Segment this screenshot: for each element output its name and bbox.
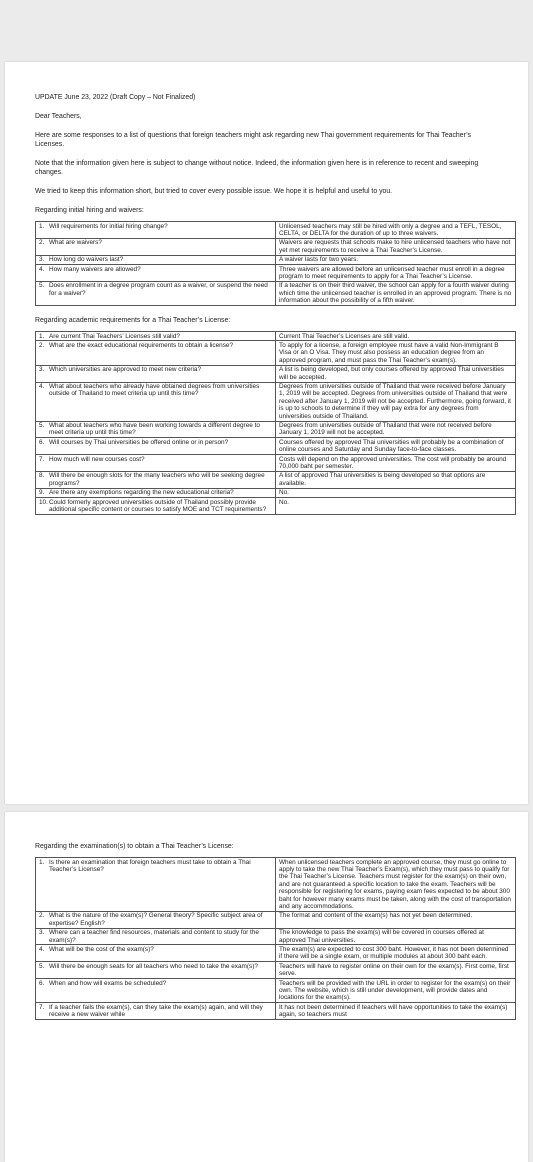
answer-cell: Three waivers are allowed before an unlicensed teacher must enroll in a degree program to meet requirements to apply for a Thai Teacher’s License. bbox=[276, 265, 516, 282]
question-number: 5. bbox=[39, 422, 45, 430]
question-number: 2. bbox=[39, 341, 45, 349]
question-cell bbox=[36, 1003, 276, 1020]
question-cell bbox=[36, 222, 276, 239]
answer-cell: No. bbox=[276, 498, 516, 515]
question-text: Will there be enough seats for all teachers who need to take the exam(s)? bbox=[49, 962, 258, 970]
answer-cell: A list is being developed, but only courses offered by approved Thai universities will be accepted. bbox=[276, 365, 516, 382]
question-line bbox=[39, 342, 272, 349]
table-row bbox=[36, 858, 516, 912]
question-cell bbox=[36, 928, 276, 945]
question-text: Could formerly approved universities outside of Thailand possibly provide additional specific content or courses to satisfy MOE and TCT requirements? bbox=[49, 498, 267, 514]
question-number: 2. bbox=[39, 912, 45, 920]
question-text: What about teachers who have been working towards a different degree to meet criteria up until this time? bbox=[49, 422, 260, 437]
question-line bbox=[39, 472, 272, 487]
question-line bbox=[39, 912, 272, 927]
table-examinations bbox=[35, 857, 516, 1020]
question-line bbox=[39, 980, 272, 987]
table-row bbox=[36, 962, 516, 979]
table-academic-requirements bbox=[35, 331, 516, 515]
question-number: 7. bbox=[39, 455, 45, 463]
question-line bbox=[39, 282, 272, 297]
question-number: 3. bbox=[39, 256, 45, 264]
question-cell bbox=[36, 455, 276, 472]
table-row bbox=[36, 945, 516, 962]
question-line bbox=[39, 366, 272, 373]
question-text: What about teachers who already have obtained degrees from universities outside of Thailand to meet criteria up until this time? bbox=[49, 383, 260, 398]
document-page-1 bbox=[5, 62, 528, 804]
question-line bbox=[39, 383, 272, 398]
page-1-content bbox=[35, 93, 512, 525]
answer-cell: Teachers will be provided with the URL in order to register for the exam(s) on their own. The website, which is still under development, will provide dates and locations for the exam(s). bbox=[276, 979, 516, 1003]
table-row bbox=[36, 455, 516, 472]
question-number: 5. bbox=[39, 962, 45, 970]
question-text: Which universities are approved to meet new criteria? bbox=[49, 366, 202, 374]
answer-cell: Costs will depend on the approved universities. The cost will probably be around 70,000 baht per semester. bbox=[276, 455, 516, 472]
disclaimer-paragraph: Note that the information given here is subject to change without notice. Indeed, the information given here is in reference to recent and sweeping changes. bbox=[35, 160, 479, 176]
table-row bbox=[36, 488, 516, 497]
question-cell bbox=[36, 281, 276, 305]
question-line bbox=[39, 239, 272, 246]
question-line bbox=[39, 256, 272, 263]
table-row bbox=[36, 332, 516, 341]
answer-cell: The format and content of the exam(s) has not yet been determined. bbox=[276, 911, 516, 928]
answer-cell: Teachers will have to register online on their own for the exam(s). First come, first serve. bbox=[276, 962, 516, 979]
question-text: Will there be enough slots for the many teachers who will be seeking degree programs? bbox=[49, 472, 265, 487]
answer-cell: Waivers are requests that schools make to hire unlicensed teachers who have not yet met requirements to receive a Thai Teacher’s License. bbox=[276, 238, 516, 255]
question-cell bbox=[36, 979, 276, 1003]
table-row bbox=[36, 341, 516, 365]
table-hiring-waivers bbox=[35, 221, 516, 306]
question-number: 7. bbox=[39, 1003, 45, 1011]
question-number: 3. bbox=[39, 366, 45, 374]
section-title-academic-requirements: Regarding academic requirements for a Thai Teacher’s License: bbox=[35, 317, 231, 325]
question-text: Does enrollment in a degree program count as a waiver, or suspend the need for a waiver? bbox=[49, 282, 268, 297]
question-text: What are waivers? bbox=[49, 239, 102, 247]
question-cell bbox=[36, 421, 276, 438]
answer-cell: If a teacher is on their third waiver, the school can apply for a fourth waiver during which time the unlicensed teacher is enrolled in an approved program. There is no information about the possibility of a fifth waiver. bbox=[276, 281, 516, 305]
answer-cell: Current Thai Teacher’s Licenses are still valid. bbox=[276, 332, 516, 341]
question-cell bbox=[36, 382, 276, 421]
question-number: 2. bbox=[39, 239, 45, 247]
question-text: Is there an examination that foreign teachers must take to obtain a Thai Teacher’s License? bbox=[49, 858, 251, 873]
question-text: Will courses by Thai universities be offered online or in person? bbox=[49, 438, 229, 446]
question-cell bbox=[36, 341, 276, 365]
question-line bbox=[39, 859, 272, 874]
question-text: What is the nature of the exam(s)? General theory? Specific subject area of expertise? English? bbox=[49, 912, 263, 927]
question-cell bbox=[36, 471, 276, 488]
question-cell bbox=[36, 962, 276, 979]
question-number: 4. bbox=[39, 265, 45, 273]
question-cell bbox=[36, 265, 276, 282]
question-text: When and how will exams be scheduled? bbox=[49, 979, 167, 987]
table-row bbox=[36, 979, 516, 1003]
table-row bbox=[36, 928, 516, 945]
question-line bbox=[39, 946, 272, 953]
answer-cell: No. bbox=[276, 488, 516, 497]
answer-cell: A list of approved Thai universities is being developed so that options are available. bbox=[276, 471, 516, 488]
question-text: What will be the cost of the exam(s)? bbox=[49, 945, 154, 953]
document-page-2 bbox=[5, 812, 528, 1162]
question-number: 10. bbox=[39, 498, 48, 506]
question-number: 3. bbox=[39, 929, 45, 937]
question-cell bbox=[36, 911, 276, 928]
answer-cell: When unlicensed teachers complete an approved course, they must go online to apply to take the new Thai Teacher’s Exam(s), which they must pass to qualify for the Thai Teacher’s License. Teachers must register for the exam(s) on their own, and are not guaranteed a specific location to take the exam. Teachers will be responsible for registering for exams, paying exam fees expected to be about 300 baht for however many exams must be taken, along with the cost of transportation and any accommodations. bbox=[276, 858, 516, 912]
summary-paragraph: We tried to keep this information short, but tried to cover every possible issue. We hope it is helpful and useful to you. bbox=[35, 188, 393, 195]
question-line bbox=[39, 489, 272, 496]
table-row bbox=[36, 265, 516, 282]
question-cell bbox=[36, 488, 276, 497]
table-row bbox=[36, 365, 516, 382]
question-text: If a teacher fails the exam(s), can they take the exam(s) again, and will they receive a new waiver while bbox=[49, 1003, 263, 1019]
table-row bbox=[36, 498, 516, 515]
question-text: How long do waivers last? bbox=[49, 256, 124, 264]
update-header: UPDATE June 23, 2022 (Draft Copy – Not Finalized) bbox=[35, 94, 196, 101]
table-row bbox=[36, 281, 516, 305]
question-line bbox=[39, 266, 272, 273]
answer-cell: To apply for a license, a foreign employee must have a valid Non-Immigrant B Visa or an O Visa. They must also possess an education degree from an approved program, and must pass the Thai Teacher’s exam(s). bbox=[276, 341, 516, 365]
table-row bbox=[36, 238, 516, 255]
question-text: Will requirements for initial hiring change? bbox=[49, 222, 168, 230]
question-number: 9. bbox=[39, 489, 45, 497]
answer-cell: Degrees from universities outside of Thailand that were received before January 1, 2019 will be accepted. Degrees from universities outside of Thailand that were received after January 1, 2019 will not be accepted. Furthermore, going forward, it is up to schools to determine if they will pay extra for any degrees from universities outside of Thailand. bbox=[276, 382, 516, 421]
question-line bbox=[39, 929, 272, 944]
answer-cell: The knowledge to pass the exam(s) will be covered in courses offered at approved Thai universities. bbox=[276, 928, 516, 945]
question-line bbox=[39, 223, 272, 230]
question-number: 1. bbox=[39, 222, 45, 230]
table-row bbox=[36, 382, 516, 421]
section-title-examinations: Regarding the examination(s) to obtain a Thai Teacher’s License: bbox=[35, 843, 234, 850]
table-row bbox=[36, 471, 516, 488]
table-row bbox=[36, 438, 516, 455]
question-line bbox=[39, 963, 272, 970]
question-line bbox=[39, 1004, 272, 1019]
salutation: Dear Teachers, bbox=[35, 113, 82, 120]
question-number: 6. bbox=[39, 979, 45, 987]
question-text: Where can a teacher find resources, materials and content to study for the exam(s)? bbox=[49, 929, 259, 944]
intro-paragraph: Here are some responses to a list of questions that foreign teachers might ask regarding new Thai government requirements for Thai Teacher’s Licenses. bbox=[35, 132, 471, 148]
question-cell bbox=[36, 858, 276, 912]
question-cell bbox=[36, 945, 276, 962]
table-row bbox=[36, 1003, 516, 1020]
question-cell bbox=[36, 438, 276, 455]
question-line bbox=[39, 439, 272, 446]
question-number: 4. bbox=[39, 383, 45, 390]
question-number: 6. bbox=[39, 438, 45, 446]
question-number: 1. bbox=[39, 332, 45, 340]
question-number: 8. bbox=[39, 472, 45, 480]
question-text: What are the exact educational requirements to obtain a license? bbox=[49, 341, 234, 349]
question-line bbox=[39, 499, 272, 514]
answer-cell: Unlicensed teachers may still be hired with only a degree and a TEFL, TESOL, CELTA, or DELTA for the duration of up to three waivers. bbox=[276, 222, 516, 239]
answer-cell: Degrees from universities outside of Thailand that were not received before January 1, 2019 will not be accepted. bbox=[276, 421, 516, 438]
table-row bbox=[36, 421, 516, 438]
question-cell bbox=[36, 365, 276, 382]
table-row bbox=[36, 255, 516, 264]
question-cell bbox=[36, 255, 276, 264]
section-title-hiring-waivers: Regarding initial hiring and waivers: bbox=[35, 207, 144, 214]
page-2-content bbox=[35, 842, 511, 1030]
question-line bbox=[39, 333, 272, 340]
question-number: 5. bbox=[39, 282, 45, 290]
question-cell bbox=[36, 332, 276, 341]
question-cell bbox=[36, 238, 276, 255]
question-text: How much will new courses cost? bbox=[49, 455, 145, 463]
question-text: How many waivers are allowed? bbox=[49, 265, 141, 273]
question-text: Are current Thai Teachers’ Licenses still valid? bbox=[49, 332, 180, 340]
answer-cell: A waiver lasts for two years. bbox=[276, 255, 516, 264]
answer-cell: It has not been determined if teachers will have opportunities to take the exam(s) again, so teachers must bbox=[276, 1003, 516, 1020]
question-text: Are there any exemptions regarding the new educational criteria? bbox=[49, 489, 234, 497]
table-row bbox=[36, 911, 516, 928]
question-line bbox=[39, 456, 272, 463]
table-row bbox=[36, 222, 516, 239]
question-cell bbox=[36, 498, 276, 515]
answer-cell: Courses offered by approved Thai universities will probably be a combination of online courses and Saturday and Sunday face-to-face classes. bbox=[276, 438, 516, 455]
question-line bbox=[39, 422, 272, 437]
question-number: 4. bbox=[39, 945, 45, 953]
question-number: 1. bbox=[39, 858, 45, 866]
answer-cell: The exam(s) are expected to cost 300 baht. However, it has not been determined if there will be a single exam, or multiple modules at about 300 baht each. bbox=[276, 945, 516, 962]
